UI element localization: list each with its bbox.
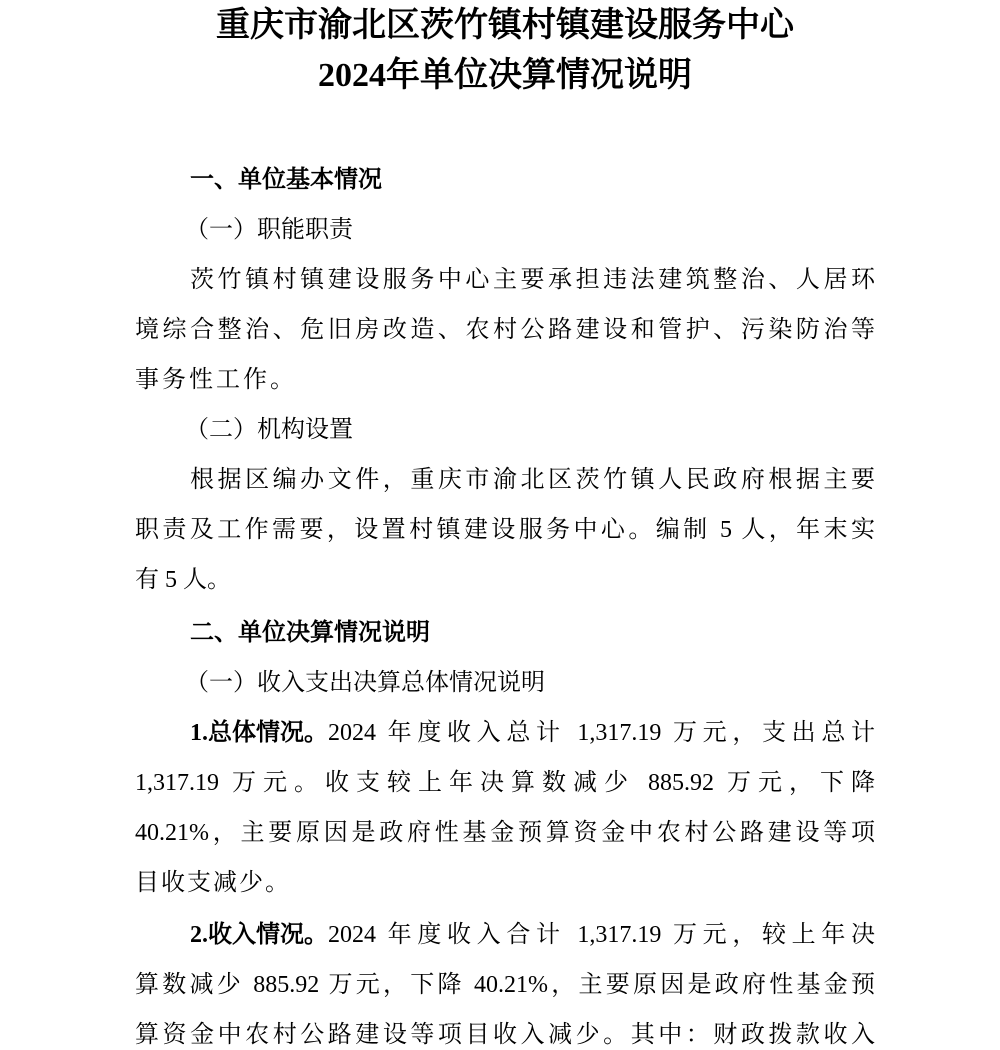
overall-text: 2024 年度收入总计 1,317.19 万元，支出总计 (328, 720, 875, 746)
paragraph-overall-line: 1,317.19 万元。收支较上年决算数减少 885.92 万元，下降 (135, 770, 875, 796)
subheading-income-expense: （一）收入支出决算总体情况说明 (185, 670, 545, 696)
paragraph-organization-line: 根据区编办文件，重庆市渝北区茨竹镇人民政府根据主要 (190, 467, 875, 493)
income-text: 2024 年度收入合计 1,317.19 万元，较上年决 (328, 922, 875, 948)
paragraph-organization-line: 有 5 人。 (135, 567, 231, 593)
overall-lead: 1.总体情况。 (190, 720, 328, 746)
subheading-organization: （二）机构设置 (185, 417, 353, 443)
paragraph-income-line: 算资金中农村公路建设等项目收入减少。其中：财政拨款收入 (135, 1022, 875, 1048)
paragraph-overall-line (190, 718, 875, 748)
document-title-line-2: 2024年单位决算情况说明 (318, 57, 692, 94)
document-title-line-1: 重庆市渝北区茨竹镇村镇建设服务中心 (216, 7, 794, 44)
paragraph-functions-line: 境综合整治、危旧房改造、农村公路建设和管护、污染防治等 (135, 317, 875, 343)
paragraph-income-line: 算数减少 885.92 万元，下降 40.21%，主要原因是政府性基金预 (135, 972, 875, 998)
paragraph-income-line (190, 920, 875, 950)
paragraph-organization-line: 职责及工作需要，设置村镇建设服务中心。编制 5 人，年末实 (135, 517, 875, 543)
paragraph-functions-line: 事务性工作。 (135, 367, 297, 393)
heading-basic-info: 一、单位基本情况 (190, 167, 382, 193)
income-lead: 2.收入情况。 (190, 922, 328, 948)
heading-final-accounts: 二、单位决算情况说明 (190, 620, 430, 646)
subheading-functions: （一）职能职责 (185, 217, 353, 243)
paragraph-functions-line: 茨竹镇村镇建设服务中心主要承担违法建筑整治、人居环 (190, 267, 875, 293)
paragraph-overall-line: 目收支减少。 (135, 870, 291, 896)
paragraph-overall-line: 40.21%，主要原因是政府性基金预算资金中农村公路建设等项 (135, 820, 875, 846)
